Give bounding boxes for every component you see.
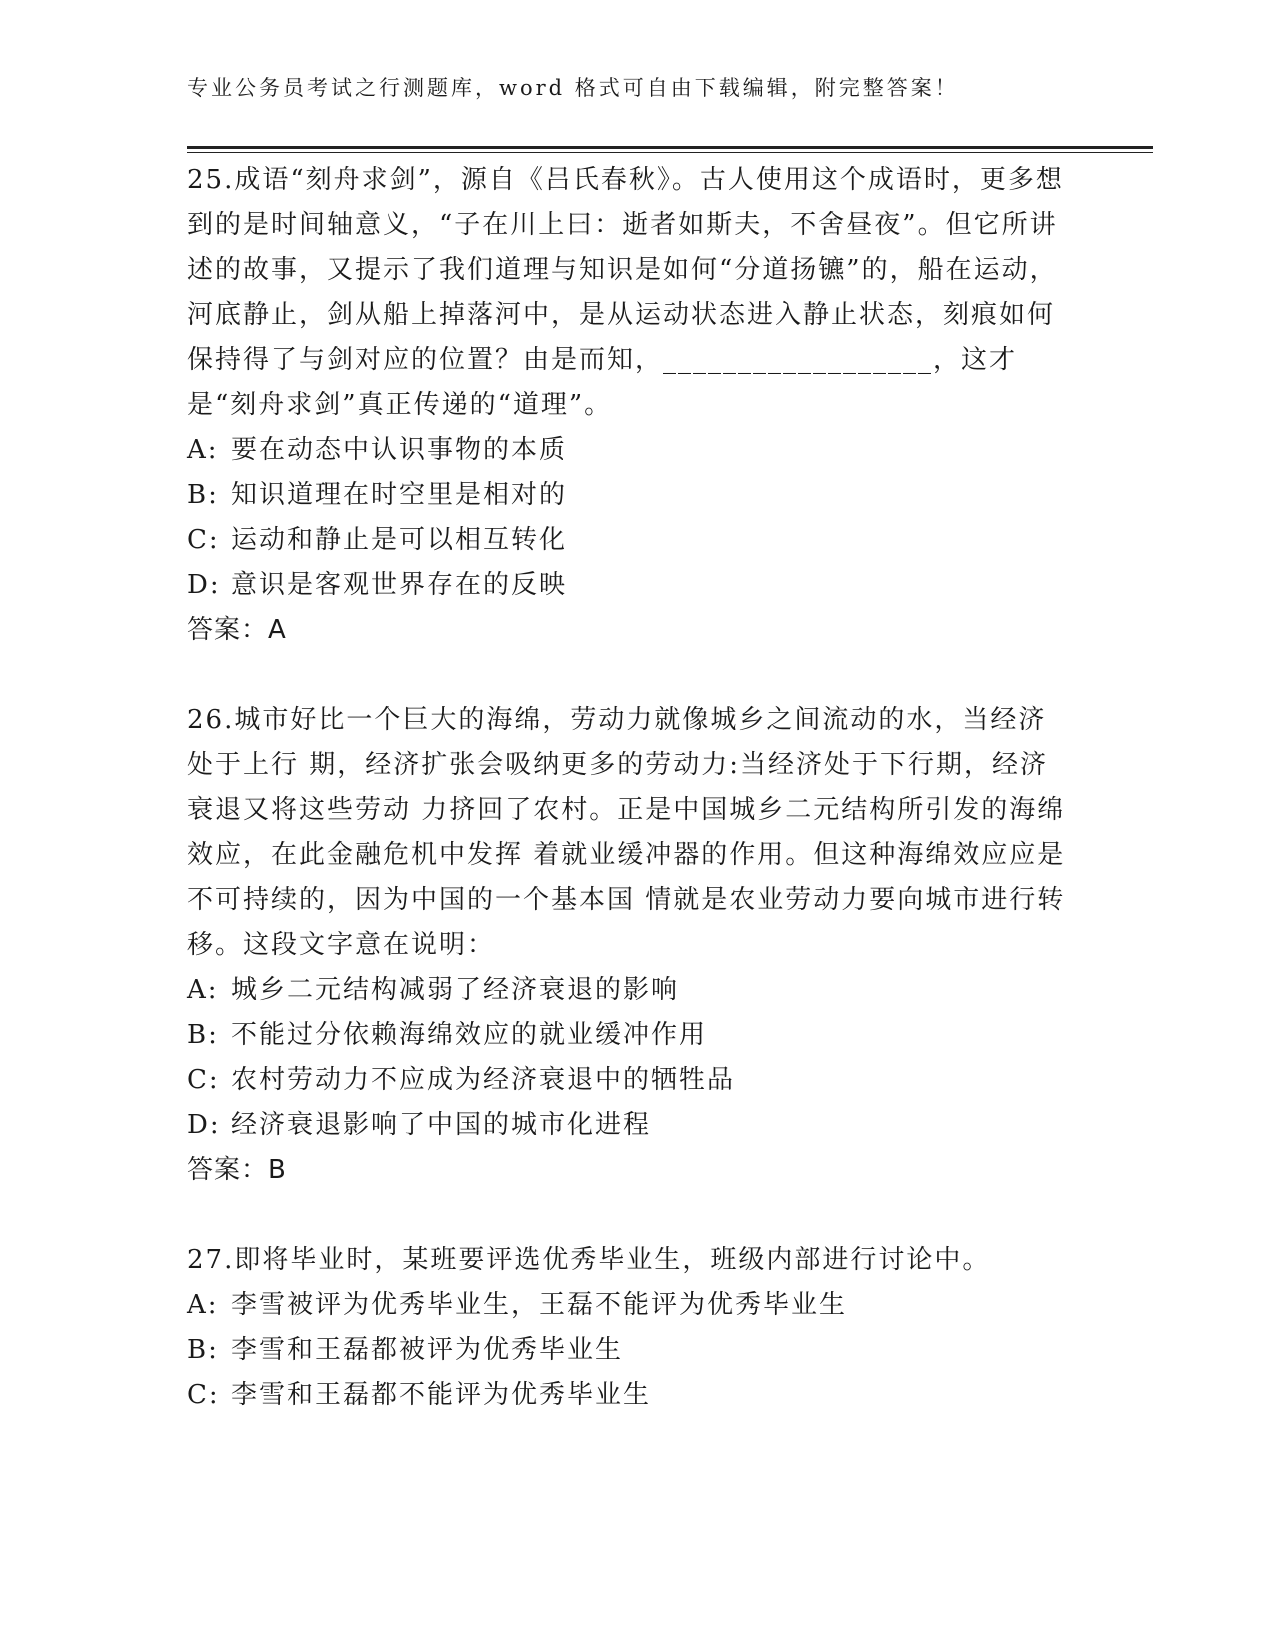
question-27 — [187, 1238, 1067, 1418]
option-text: 运动和静止是可以相互转化 — [231, 525, 568, 555]
option-c — [187, 1058, 1067, 1103]
option-letter: D: — [187, 570, 221, 600]
option-d — [187, 563, 1067, 608]
option-text: 经济衰退影响了中国的城市化进程 — [231, 1110, 652, 1140]
option-letter: D: — [187, 1110, 221, 1140]
option-text: 李雪和王磊都不能评为优秀毕业生 — [231, 1380, 652, 1410]
option-text: 李雪被评为优秀毕业生，王磊不能评为优秀毕业生 — [231, 1290, 848, 1320]
answer-value: B — [268, 1155, 287, 1185]
option-letter: B: — [187, 1020, 219, 1050]
question-25 — [187, 158, 1067, 653]
option-text: 要在动态中认识事物的本质 — [231, 435, 568, 465]
option-a — [187, 428, 1067, 473]
option-text: 城乡二元结构减弱了经济衰退的影响 — [231, 975, 680, 1005]
option-text: 知识道理在时空里是相对的 — [231, 480, 568, 510]
answer-label: 答案： — [187, 1155, 269, 1185]
option-c — [187, 1373, 1067, 1418]
option-b — [187, 473, 1067, 518]
option-d — [187, 1103, 1067, 1148]
option-text: 意识是客观世界存在的反映 — [231, 570, 568, 600]
option-text: 不能过分依赖海绵效应的就业缓冲作用 — [231, 1020, 708, 1050]
question-list — [187, 158, 1067, 1463]
answer-label: 答案： — [187, 615, 269, 645]
option-letter: B: — [187, 1335, 219, 1365]
option-letter: C: — [187, 1065, 220, 1095]
option-b — [187, 1013, 1067, 1058]
header-rule-thin — [187, 152, 1153, 153]
question-stem: 27.即将毕业时，某班要评选优秀毕业生，班级内部进行讨论中。 — [187, 1245, 991, 1275]
option-c — [187, 518, 1067, 563]
option-a — [187, 968, 1067, 1013]
option-letter: B: — [187, 480, 219, 510]
option-letter: C: — [187, 525, 220, 555]
option-text: 李雪和王磊都被评为优秀毕业生 — [231, 1335, 624, 1365]
question-26 — [187, 698, 1067, 1193]
answer-line — [187, 608, 1067, 653]
question-stem: 26.城市好比一个巨大的海绵，劳动力就像城乡之间流动的水，当经济处于上行 期，经济扩张会吸纳更多的劳动力:当经济处于下行期，经济衰退又将这些劳动 力挤回了农村。正是中国城乡二元结构所引发的海绵效应，在此金融危机中发挥 着就业缓冲器的作用。但这种海绵效应应是不可持续的，因为中国的一个基本国 情就是农业劳动力要向城市进行转移。这段文字意在说明： — [187, 705, 1066, 960]
answer-line — [187, 1148, 1067, 1193]
option-text: 农村劳动力不应成为经济衰退中的牺牲品 — [231, 1065, 736, 1095]
option-a — [187, 1283, 1067, 1328]
option-letter: A: — [187, 975, 219, 1005]
option-letter: A: — [187, 1290, 219, 1320]
header-rule-thick — [187, 146, 1153, 149]
option-letter: A: — [187, 435, 219, 465]
page-header: 专业公务员考试之行测题库，word 格式可自由下载编辑，附完整答案！ — [187, 76, 959, 100]
answer-value: A — [268, 615, 287, 645]
option-letter: C: — [187, 1380, 220, 1410]
question-stem: 25.成语“刻舟求剑”，源自《吕氏春秋》。古人使用这个成语时，更多想到的是时间轴意义，“子在川上曰：逝者如斯夫，不舍昼夜”。但它所讲述的故事，又提示了我们道理与知识是如何“分道扬镳”的，船在运动，河底静止，剑从船上掉落河中，是从运动状态进入静止状态，刻痕如何保持得了与剑对应的位置？由是而知，__________________，这才是“刻舟求剑”真正传递的“道理”。 — [187, 165, 1064, 420]
option-b — [187, 1328, 1067, 1373]
